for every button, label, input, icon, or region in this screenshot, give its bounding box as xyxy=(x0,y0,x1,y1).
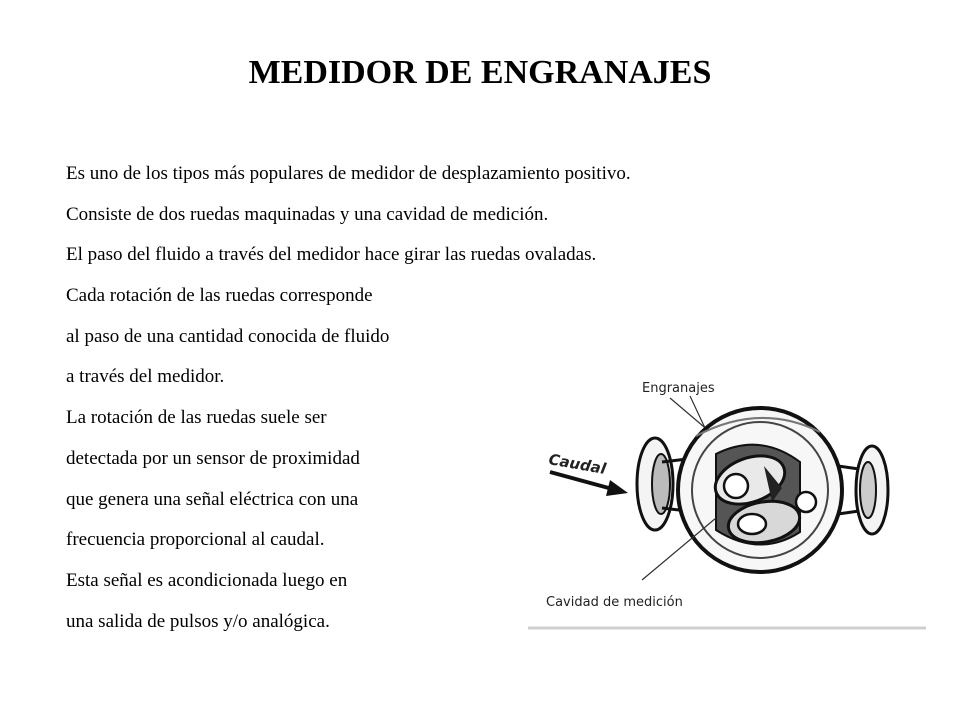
gear-shaft-lower xyxy=(738,514,766,534)
body-line-6: a través del medidor. xyxy=(66,366,225,388)
body-line-4: Cada rotación de las ruedas corresponde xyxy=(66,285,373,307)
flow-arrow-head xyxy=(606,480,628,496)
body-line-8: detectada por un sensor de proximidad xyxy=(66,447,360,469)
body-line-9: que genera una señal eléctrica con una xyxy=(66,488,359,510)
label-gears: Engranajes xyxy=(642,381,715,396)
body-line-2: Consiste de dos ruedas maquinadas y una cavidad de medición. xyxy=(66,203,549,225)
label-flow: Caudal xyxy=(547,450,608,478)
gears-leader-line-2 xyxy=(670,398,710,432)
body-line-10: frecuencia proporcional al caudal. xyxy=(66,529,325,551)
label-cavity: Cavidad de medición xyxy=(546,595,683,610)
body-line-1: Es uno de los tipos más populares de medidor de desplazamiento positivo. xyxy=(66,163,631,184)
flow-arrow-shaft xyxy=(550,472,616,490)
body-line-7: La rotación de las ruedas suele ser xyxy=(66,407,327,429)
body-line-5: al paso de una cantidad conocida de fluido xyxy=(66,325,390,347)
gear-meter-drawing xyxy=(520,362,932,634)
gear-meter-figure xyxy=(520,362,932,634)
inlet-flange-bore xyxy=(652,454,670,514)
gear-shaft-upper xyxy=(724,474,748,498)
body-line-12: una salida de pulsos y/o analógica. xyxy=(66,610,330,632)
body-line-3: El paso del fluido a través del medidor hace girar las ruedas ovaladas. xyxy=(66,244,597,266)
body-line-11: Esta señal es acondicionada luego en xyxy=(66,569,348,591)
gear-shaft-right xyxy=(796,492,816,512)
outlet-flange-bore xyxy=(860,462,876,518)
slide-title: MEDIDOR DE ENGRANAJES xyxy=(248,54,712,91)
